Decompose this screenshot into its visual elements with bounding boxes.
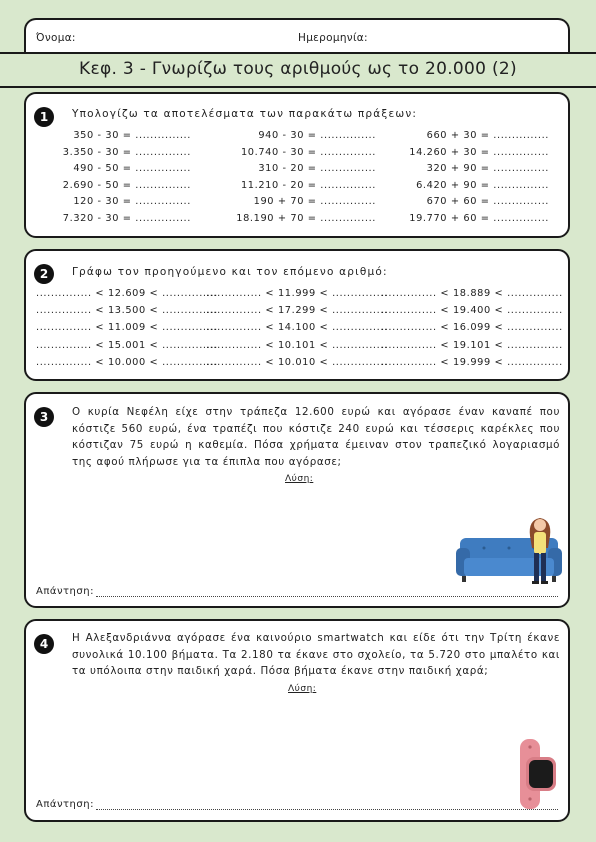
exercise-item[interactable]: ............... < 12.609 < ...............: [36, 288, 218, 299]
exercise-item[interactable]: 7.320 - 30 = ...............: [62, 212, 191, 224]
exercise-item[interactable]: 19.770 + 60 = ...............: [409, 212, 549, 224]
exercise-item[interactable]: ............... < 17.299 < ...............: [206, 305, 388, 317]
exercise-item[interactable]: ............... < 19.400 < ...............: [381, 305, 563, 317]
page-title: Κεφ. 3 - Γνωρίζω τους αριθμούς ως το 20.000 (2): [0, 52, 596, 88]
exercise-item[interactable]: 6.420 + 90 = ...............: [416, 179, 549, 191]
exercise-item[interactable]: 310 - 20 = ...............: [258, 163, 376, 174]
problem-text: Η Αλεξανδριάννα αγόρασε ένα καινούριο smartwatch και είδε ότι την Τρίτη έκανε συνολικά 10.100 βήματα. Τα 2.180 τα έκανε στο σχολείο, τα 5.720 στο μπαλέτο και τα υπόλοιπα στην παιδική χαρά. Πόσα βήματα έκανε στην παιδική χαρά;: [72, 632, 560, 677]
exercise-item[interactable]: 490 - 50 = ...............: [73, 163, 191, 174]
exercise-1: [24, 92, 570, 238]
exercise-item[interactable]: 120 - 30 = ...............: [73, 196, 191, 207]
smartwatch-illustration: [504, 739, 564, 809]
exercise-instruction: Υπολογίζω τα αποτελέσματα των παρακάτω πράξεων:: [72, 108, 418, 120]
exercise-item[interactable]: ............... < 16.099 < ...............: [381, 322, 563, 334]
exercise-item[interactable]: 3.350 - 30 = ...............: [62, 146, 191, 158]
problem-text: Ο κυρία Νεφέλη είχε στην τράπεζα 12.600 ευρώ και αγόρασε έναν καναπέ που κόστιζε 560 ευρώ, ένα τραπέζι που κόστιζε 240 ευρώ και τέσσερις καρέκλες που κόστιζαν 75 ευρώ η καθεμία. Πόσα χρήματα έμειναν στον τραπεζικό λογαριασμό της αφού πλήρωσε για τα έπιπλα που αγόρασε;: [72, 406, 560, 468]
exercise-item[interactable]: 11.210 - 20 = ...............: [240, 179, 376, 191]
exercise-item[interactable]: ............... < 19.101 < ...............: [381, 339, 563, 351]
exercise-number: 1: [34, 107, 54, 127]
answer-line[interactable]: [96, 596, 558, 597]
exercise-item[interactable]: 320 + 90 = ...............: [426, 163, 549, 174]
name-date-header: [24, 18, 570, 52]
exercise-number: 3: [34, 407, 54, 427]
exercise-item[interactable]: ............... < 15.001 < ...............: [36, 339, 218, 351]
name-label: Όνομα:: [36, 32, 76, 44]
exercise-item[interactable]: 14.260 + 30 = ...............: [409, 146, 549, 158]
exercise-item[interactable]: 940 - 30 = ...............: [258, 130, 376, 141]
date-label: Ημερομηνία:: [298, 32, 368, 44]
exercise-3: [24, 392, 570, 608]
exercise-item[interactable]: ............... < 11.009 < ...............: [36, 322, 218, 334]
solution-label: Λύση:: [288, 684, 317, 694]
exercise-number: 2: [34, 264, 54, 284]
exercise-item[interactable]: ............... < 10.101 < ...............: [206, 339, 388, 351]
exercise-item[interactable]: 2.690 - 50 = ...............: [62, 179, 191, 191]
exercise-item[interactable]: 350 - 30 = ...............: [73, 130, 191, 141]
exercise-item[interactable]: ............... < 10.000 < ...............: [36, 356, 218, 368]
exercise-number: 4: [34, 634, 54, 654]
exercise-2: [24, 249, 570, 381]
exercise-item[interactable]: ............... < 13.500 < ...............: [36, 305, 218, 317]
exercise-4: [24, 619, 570, 822]
sofa-woman-illustration: [454, 508, 564, 588]
exercise-instruction: Γράφω τον προηγούμενο και τον επόμενο αριθμό:: [72, 266, 388, 278]
exercise-item[interactable]: ............... < 10.010 < ...............: [206, 356, 388, 368]
exercise-item[interactable]: ............... < 19.999 < ...............: [381, 356, 563, 368]
exercise-item[interactable]: ............... < 18.889 < ...............: [381, 288, 563, 299]
exercise-item[interactable]: 660 + 30 = ...............: [426, 130, 549, 141]
exercise-item[interactable]: 18.190 + 70 = ...............: [236, 212, 376, 224]
answer-label: Απάντηση:: [36, 799, 94, 810]
exercise-item[interactable]: 10.740 - 30 = ...............: [240, 146, 376, 158]
exercise-item[interactable]: ............... < 11.999 < ...............: [206, 288, 388, 299]
exercise-item[interactable]: 670 + 60 = ...............: [426, 196, 549, 207]
exercise-item[interactable]: ............... < 14.100 < ...............: [206, 322, 388, 334]
answer-line[interactable]: [96, 809, 558, 810]
answer-label: Απάντηση:: [36, 586, 94, 597]
exercise-item[interactable]: 190 + 70 = ...............: [253, 196, 376, 207]
solution-label: Λύση:: [285, 474, 314, 484]
